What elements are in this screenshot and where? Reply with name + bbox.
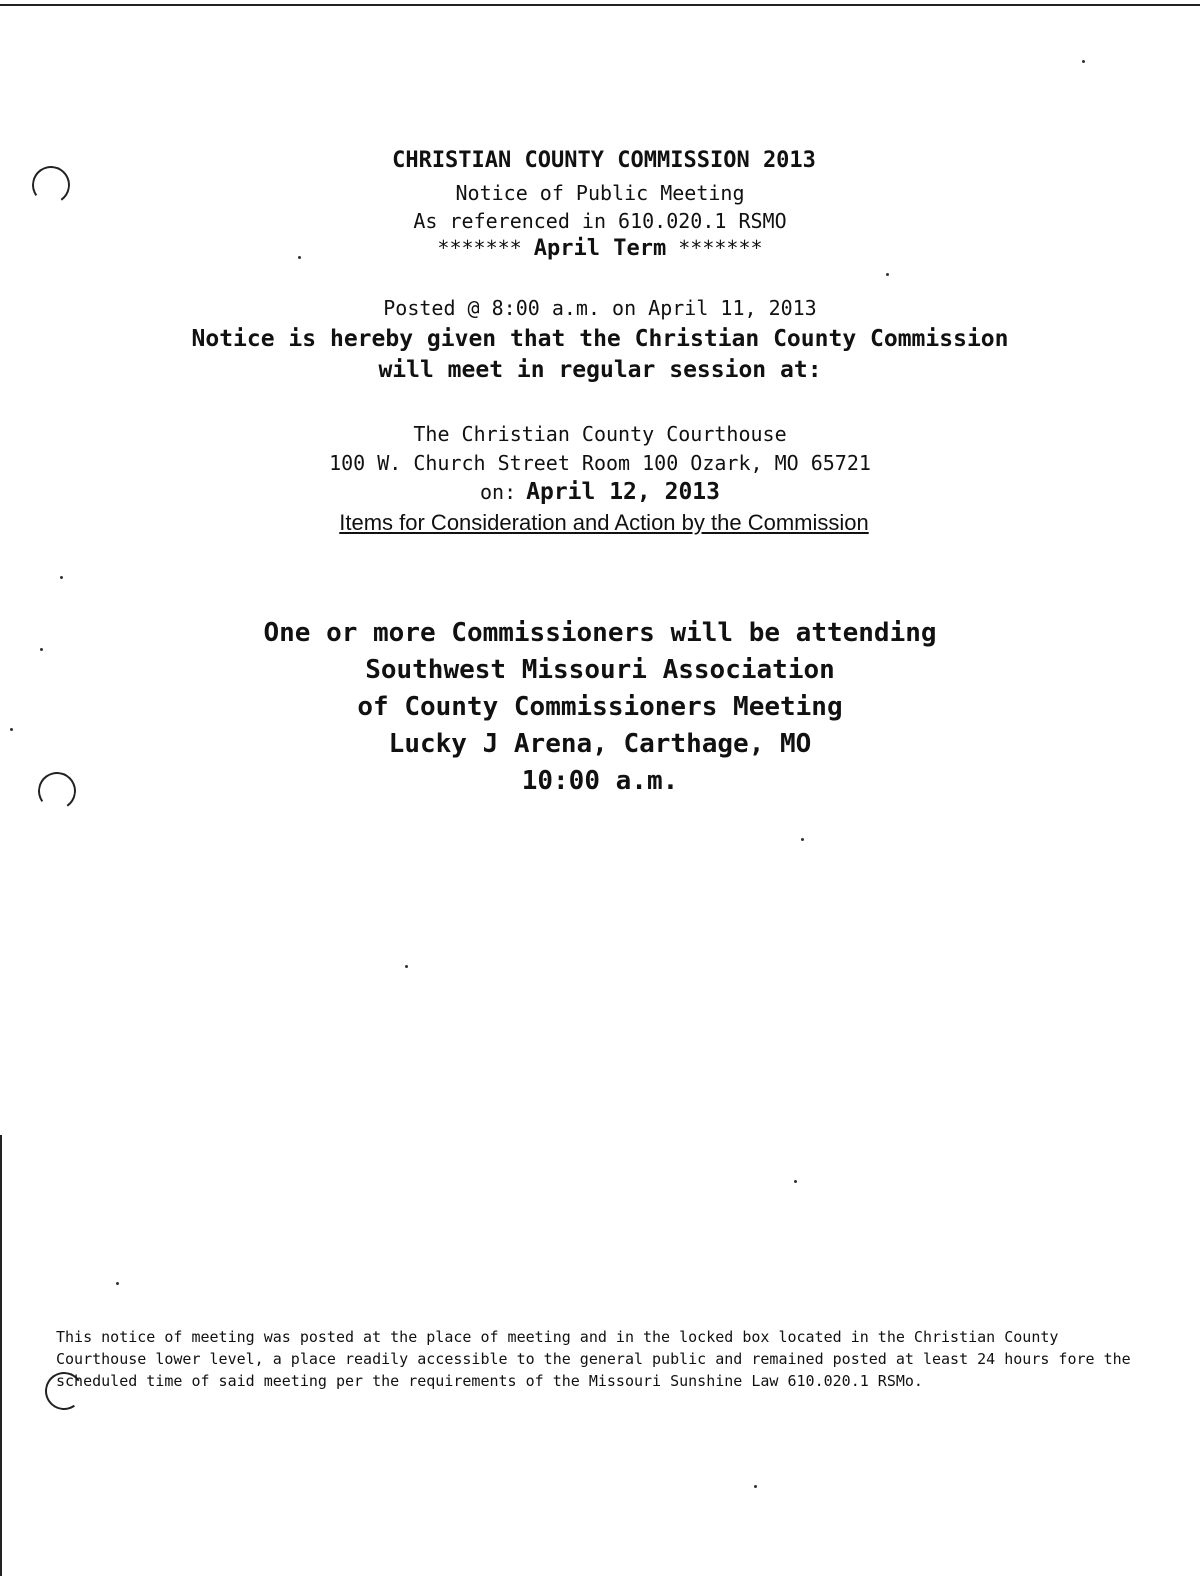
notice-statement-line2: will meet in regular session at: — [378, 357, 822, 383]
scan-speck — [754, 1485, 757, 1488]
term-stars-right: ******* — [678, 236, 763, 260]
notice-subtitle: Notice of Public Meeting — [455, 181, 745, 205]
meeting-date: April 12, 2013 — [526, 479, 720, 505]
notice-statement-line1: Notice is hereby given that the Christian County Commission — [191, 326, 1009, 352]
posted-timestamp: Posted @ 8:00 a.m. on April 11, 2013 — [383, 296, 817, 320]
scan-speck — [60, 576, 63, 579]
scan-speck — [801, 838, 804, 841]
scan-speck — [1082, 60, 1085, 63]
document-title: CHRISTIAN COUNTY COMMISSION 2013 — [392, 148, 816, 173]
posting-certification: This notice of meeting was posted at the place of meeting and in the locked box located in the Christian County Courthouse lower level, a place readily accessible to the general public and remained posted at least 24 hours fore the scheduled time of said meeting per the requirements of the Missouri Sunshine Law 610.020.1 RSMo. — [56, 1328, 1131, 1390]
agenda-line-1: One or more Commissioners will be attending — [263, 618, 937, 648]
term-name: April Term — [533, 236, 667, 261]
agenda-line-5: 10:00 a.m. — [521, 766, 679, 796]
meeting-date-line — [0, 479, 1200, 505]
scan-speck — [116, 1282, 119, 1285]
top-scan-edge — [0, 4, 1200, 6]
scan-speck — [794, 1180, 797, 1183]
location-address: 100 W. Church Street Room 100 Ozark, MO 65721 — [329, 451, 871, 475]
agenda-line-2: Southwest Missouri Association — [365, 655, 835, 685]
left-scan-edge — [0, 1135, 2, 1576]
agenda-line-4: Lucky J Arena, Carthage, MO — [388, 729, 812, 759]
meeting-date-label: on: — [480, 480, 517, 504]
scan-speck — [405, 965, 408, 968]
items-heading: Items for Consideration and Action by the Commission — [339, 510, 869, 535]
location-building: The Christian County Courthouse — [413, 422, 787, 446]
agenda-line-3: of County Commissioners Meeting — [357, 692, 843, 722]
term-stars-left: ******* — [437, 236, 522, 260]
scan-speck — [40, 648, 43, 651]
term-line — [0, 236, 1200, 261]
statute-reference: As referenced in 610.020.1 RSMO — [413, 209, 787, 233]
scan-speck — [886, 273, 889, 276]
